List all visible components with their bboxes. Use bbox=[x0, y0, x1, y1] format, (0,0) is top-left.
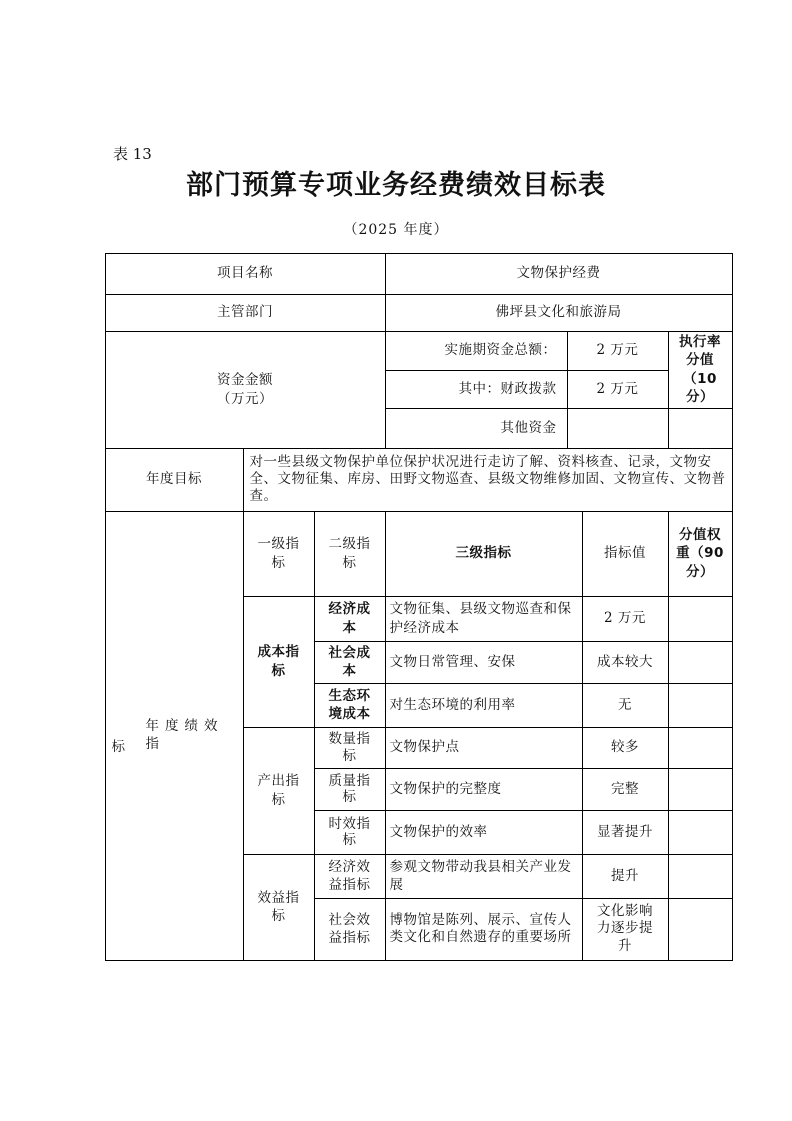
row-level3: 文物保护的完整度 bbox=[385, 768, 583, 811]
header-weight: 分值权重（90 分） bbox=[668, 511, 733, 597]
row-level2: 经济效益指标 bbox=[314, 854, 386, 899]
header-level2: 二级指标 bbox=[314, 511, 386, 597]
other-funds-value bbox=[567, 408, 669, 449]
perf-label-line1: 年度绩效指 bbox=[145, 717, 224, 752]
dept-label: 主管部门 bbox=[105, 294, 386, 332]
row-level3: 参观文物带动我县相关产业发展 bbox=[385, 854, 583, 899]
project-name-label: 项目名称 bbox=[105, 253, 386, 295]
row-weight bbox=[668, 596, 733, 642]
row-level2: 时效指标 bbox=[314, 810, 386, 855]
row-level2: 数量指标 bbox=[314, 727, 386, 769]
group-cost: 成本指标 bbox=[243, 596, 315, 728]
row-value: 2 万元 bbox=[582, 596, 669, 642]
row-level3: 文物日常管理、安保 bbox=[385, 641, 583, 684]
row-value: 文化影响力逐步提升 bbox=[582, 898, 669, 961]
group-output: 产出指标 bbox=[243, 727, 315, 855]
row-level2: 社会成本 bbox=[314, 641, 386, 684]
page-title: 部门预算专项业务经费绩效目标表 bbox=[186, 170, 606, 201]
row-value: 较多 bbox=[582, 727, 669, 769]
row-level3: 博物馆是陈列、展示、宣传人类文化和自然遗存的重要场所 bbox=[385, 898, 583, 961]
annual-goal-text: 对一些县级文物保护单位保护状况进行走访了解、资料核查、记录，文物安全、文物征集、库房、田野文物巡查、县级文物维修加固、文物宣传、文物普查。 bbox=[243, 448, 733, 512]
row-level2: 社会效益指标 bbox=[314, 898, 386, 961]
row-level2: 生态环境成本 bbox=[314, 683, 386, 728]
other-funds-label: 其他资金 bbox=[385, 408, 568, 449]
row-level3: 文物保护的效率 bbox=[385, 810, 583, 855]
row-level3: 文物征集、县级文物巡查和保护经济成本 bbox=[385, 596, 583, 642]
year-label: （2025 年度） bbox=[343, 222, 449, 238]
row-value: 成本较大 bbox=[582, 641, 669, 684]
header-level1: 一级指标 bbox=[243, 511, 315, 597]
row-level3: 对生态环境的利用率 bbox=[385, 683, 583, 728]
row-value: 显著提升 bbox=[582, 810, 669, 855]
project-name-value: 文物保护经费 bbox=[385, 253, 733, 295]
fiscal-funds-label: 其中：财政拨款 bbox=[385, 370, 568, 409]
header-value: 指标值 bbox=[582, 511, 669, 597]
exec-rate-value bbox=[668, 408, 733, 449]
row-weight bbox=[668, 727, 733, 769]
row-weight bbox=[668, 768, 733, 811]
row-level3: 文物保护点 bbox=[385, 727, 583, 769]
row-weight bbox=[668, 683, 733, 728]
row-weight bbox=[668, 854, 733, 899]
group-benefit: 效益指标 bbox=[243, 854, 315, 961]
annual-goal-label: 年度目标 bbox=[105, 448, 244, 512]
row-value: 提升 bbox=[582, 854, 669, 899]
fiscal-funds-value: 2 万元 bbox=[567, 370, 669, 409]
total-funds-value: 2 万元 bbox=[567, 331, 669, 371]
table-number: 表 13 bbox=[113, 145, 152, 163]
total-funds-label: 实施期资金总额： bbox=[385, 331, 568, 371]
row-weight bbox=[668, 810, 733, 855]
perf-indicator-label bbox=[105, 511, 244, 961]
dept-value: 佛坪县文化和旅游局 bbox=[385, 294, 733, 332]
row-level2: 经济成本 bbox=[314, 596, 386, 642]
row-value: 无 bbox=[582, 683, 669, 728]
exec-rate-label: 执行率分值（10 分） bbox=[668, 331, 733, 409]
row-value: 完整 bbox=[582, 768, 669, 811]
perf-label-line2: 标 bbox=[111, 738, 126, 755]
row-weight bbox=[668, 641, 733, 684]
row-weight bbox=[668, 898, 733, 961]
row-level2: 质量指标 bbox=[314, 768, 386, 811]
header-level3: 三级指标 bbox=[385, 511, 583, 597]
funds-label: 资金金额 （万元） bbox=[105, 331, 386, 449]
